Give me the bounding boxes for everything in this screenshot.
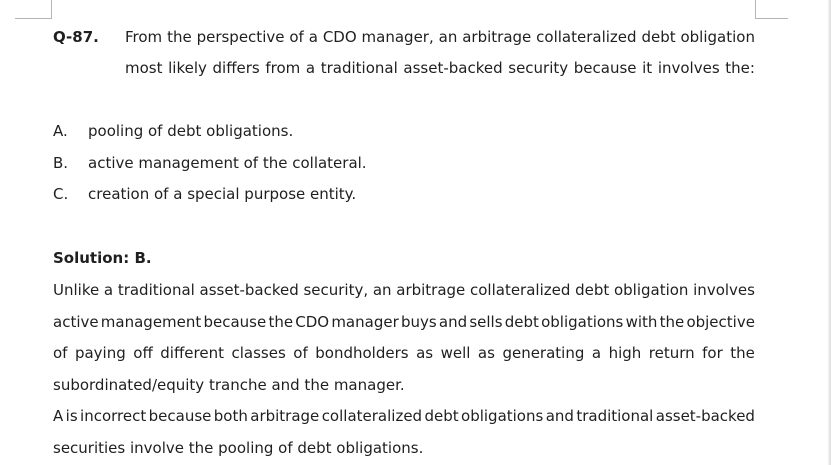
word: and (438, 313, 468, 331)
word: obligation (613, 281, 689, 299)
word: objective (686, 313, 755, 331)
word: security, (303, 281, 369, 299)
option-b-letter: B. (53, 154, 69, 172)
word: as (416, 344, 434, 362)
word: management (100, 313, 202, 331)
word: paying (74, 344, 126, 362)
word: arbitrage (250, 407, 320, 425)
word: asset-backed (403, 59, 503, 77)
word: the (268, 313, 294, 331)
word: the: (725, 59, 755, 77)
option-b-text: active management of the collateral. (88, 154, 367, 172)
solution-line-2 (53, 312, 755, 332)
solution-line-6: securities involve the pooling of debt obligations. (53, 439, 424, 457)
word: of (293, 344, 308, 362)
word: the (659, 313, 685, 331)
word: with (625, 313, 658, 331)
word: likely (168, 59, 207, 77)
word: a (591, 344, 602, 362)
word: collateralized (470, 281, 571, 299)
word: differs (212, 59, 260, 77)
word: obligation (680, 28, 755, 46)
solution-line-4: subordinated/equity tranche and the manager. (53, 376, 405, 394)
word: return (648, 344, 695, 362)
word: traditional (320, 59, 398, 77)
solution-title: Solution: B. (53, 249, 152, 267)
word: asset-backed (655, 407, 755, 425)
word: generating (502, 344, 585, 362)
option-a-letter: A. (53, 122, 68, 140)
word: arbitrage (396, 281, 466, 299)
word: from (265, 59, 301, 77)
solution-line-1 (53, 280, 755, 300)
question-text-line-2 (125, 58, 755, 78)
word: an (372, 281, 392, 299)
word: involves (657, 59, 720, 77)
word: manager (331, 313, 399, 331)
solution-line-5 (53, 406, 755, 426)
word: From (125, 28, 163, 46)
option-c-letter: C. (53, 185, 69, 203)
word: because (573, 59, 637, 77)
crop-mark-right (755, 0, 788, 19)
word: Unlike (53, 281, 100, 299)
word: debt (575, 281, 610, 299)
word: debt (424, 407, 459, 425)
word: obligations (461, 407, 544, 425)
word: a (103, 281, 114, 299)
word: asset-backed (199, 281, 299, 299)
word: collateralized (321, 407, 423, 425)
word: because (203, 313, 267, 331)
word: for (702, 344, 723, 362)
word: buys (400, 313, 437, 331)
word: a (305, 59, 316, 77)
word: both (213, 407, 248, 425)
question-text-line-1 (125, 27, 755, 47)
word: the (730, 344, 755, 362)
crop-mark-left (15, 0, 52, 19)
word: high (608, 344, 642, 362)
word: arbitrage (462, 28, 532, 46)
word: incorrect (80, 407, 147, 425)
option-a-text: pooling of debt obligations. (88, 122, 294, 140)
word: traditional (576, 407, 654, 425)
word: security (508, 59, 569, 77)
word: most (125, 59, 163, 77)
word: it (642, 59, 653, 77)
question-number: Q-87. (53, 28, 99, 46)
word: different (160, 344, 224, 362)
word: of (289, 28, 304, 46)
word: is (65, 407, 78, 425)
word: as (477, 344, 495, 362)
word: traditional (117, 281, 195, 299)
word: CDO (295, 313, 330, 331)
word: and (545, 407, 574, 425)
word: off (133, 344, 153, 362)
word: collateralized (536, 28, 637, 46)
word: classes (231, 344, 286, 362)
word: debt (504, 313, 539, 331)
word: involves (693, 281, 755, 299)
solution-line-3 (53, 343, 755, 363)
word: well (440, 344, 471, 362)
word: active (53, 313, 99, 331)
word: the (167, 28, 192, 46)
option-c-text: creation of a special purpose entity. (88, 185, 357, 203)
word: CDO (322, 28, 357, 46)
word: A (53, 407, 64, 425)
word: a (308, 28, 318, 46)
word: perspective (196, 28, 285, 46)
word: bondholders (315, 344, 409, 362)
word: manager, (361, 28, 434, 46)
word: of (53, 344, 68, 362)
word: because (148, 407, 212, 425)
word: obligations (541, 313, 624, 331)
word: sells (469, 313, 503, 331)
word: debt (641, 28, 676, 46)
word: an (438, 28, 458, 46)
